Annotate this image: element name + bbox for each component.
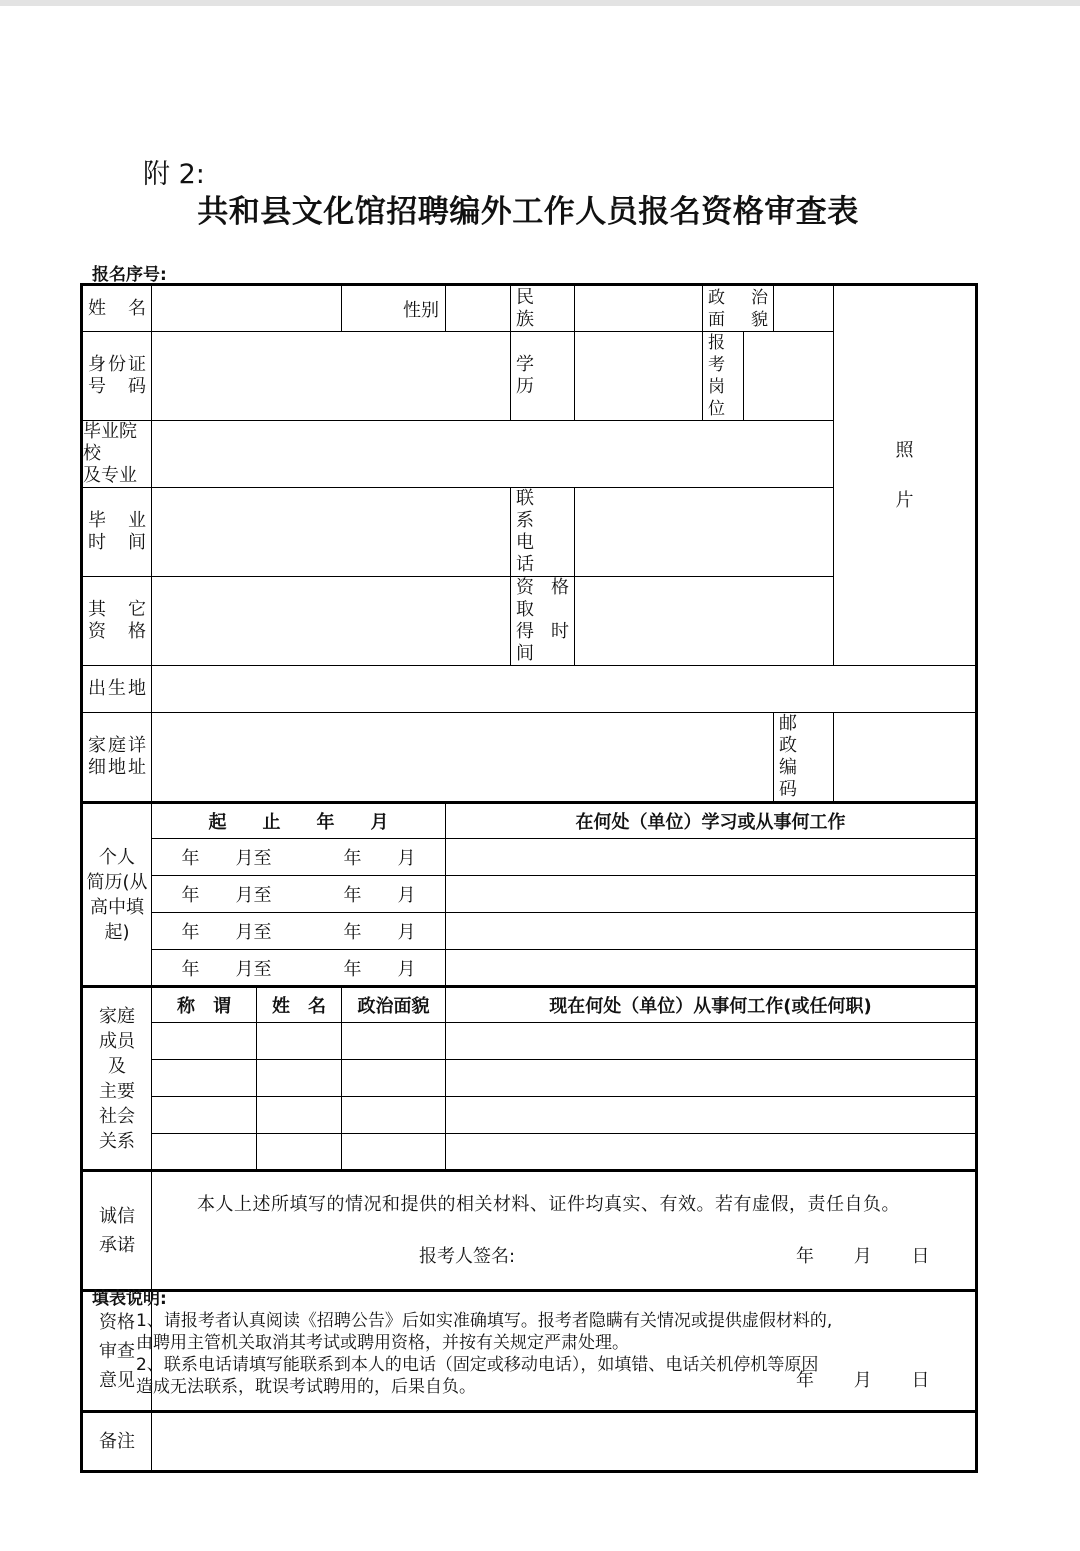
promise-label-line2: 承诺 — [99, 1234, 135, 1256]
school-label-line2: 及专业 — [83, 465, 137, 486]
name-label: 姓 名 — [82, 285, 152, 332]
photo-label-line1: 照 — [895, 439, 914, 461]
position-input[interactable] — [744, 332, 834, 421]
family-label-line4: 主要 — [99, 1080, 135, 1102]
education-input[interactable] — [575, 332, 703, 421]
id-label-line2: 号 码 — [88, 376, 146, 397]
address-label-line2: 细地址 — [88, 757, 146, 778]
annex-label: 附 2: — [143, 159, 205, 190]
address-label-line1: 家庭详 — [88, 735, 146, 756]
promise-label-line1: 诚信 — [99, 1205, 135, 1227]
postcode-label-line2: 编 码 — [779, 757, 815, 800]
id-label-line1: 身份证 — [88, 354, 146, 375]
id-label — [82, 332, 152, 421]
resume-period-3[interactable]: 年 月至 年 月 — [152, 913, 446, 950]
education-label: 学 历 — [511, 332, 575, 421]
grad-label-line2: 时 间 — [88, 532, 146, 553]
resume-work-3[interactable] — [446, 913, 977, 950]
family-name-1[interactable] — [257, 1023, 342, 1060]
qual-time-label — [511, 577, 575, 666]
resume-label-line3: 高中填 — [90, 896, 144, 918]
review-label-line1: 资格 — [99, 1311, 135, 1333]
instructions — [92, 1288, 952, 1398]
resume-period-header: 起 止 年 月 — [152, 803, 446, 839]
resume-work-2[interactable] — [446, 876, 977, 913]
family-relation-3[interactable] — [152, 1097, 257, 1134]
instruction-2-line1: 2、联系电话请填写能联系到本人的电话（固定或移动电话），如填错、电话关机停机等原因 — [136, 1355, 819, 1375]
family-political-2[interactable] — [342, 1060, 446, 1097]
resume-work-1[interactable] — [446, 839, 977, 876]
family-relation-2[interactable] — [152, 1060, 257, 1097]
family-label-line5: 社会 — [99, 1105, 135, 1127]
photo-label-line2: 片 — [895, 489, 914, 511]
family-label-line1: 家庭 — [99, 1005, 135, 1027]
resume-period-4[interactable]: 年 月至 年 月 — [152, 950, 446, 987]
name-input[interactable] — [152, 285, 342, 332]
qualtime-label-line1: 资格取 — [516, 577, 569, 620]
top-bar — [0, 0, 1080, 6]
gender-label-cell — [342, 285, 446, 332]
review-date: 年 月 日 — [796, 1370, 930, 1391]
instruction-1-line2: 由聘用主管机关取消其考试或聘用资格，并按有关规定严肃处理。 — [136, 1333, 629, 1353]
other-label-line1: 其 它 — [88, 599, 146, 620]
instruction-1-line1: 1、请报考者认真阅读《招聘公告》后如实准确填写。报考者隐瞒有关情况或提供虚假材料的, — [136, 1311, 833, 1331]
promise-date: 年 月 日 — [796, 1246, 930, 1267]
phone-label-line1: 联 系 — [516, 488, 552, 531]
position-label-line2: 岗位 — [708, 377, 725, 419]
grad-time-label — [82, 488, 152, 577]
family-name-header: 姓 名 — [257, 987, 342, 1023]
id-input[interactable] — [152, 332, 511, 421]
other-qual-input[interactable] — [152, 577, 511, 666]
political-label — [703, 285, 774, 332]
school-input[interactable] — [152, 421, 834, 488]
family-work-4[interactable] — [446, 1134, 977, 1171]
family-political-3[interactable] — [342, 1097, 446, 1134]
postcode-label — [774, 713, 834, 803]
signature-label: 报考人签名: — [419, 1246, 516, 1267]
instructions-heading: 填表说明: — [92, 1289, 167, 1309]
resume-label — [82, 803, 152, 987]
remark-input[interactable] — [152, 1412, 977, 1472]
family-label — [82, 987, 152, 1171]
address-input[interactable] — [152, 713, 774, 803]
family-political-4[interactable] — [342, 1134, 446, 1171]
resume-label-line1: 个人 — [99, 846, 135, 868]
political-input[interactable] — [774, 285, 834, 332]
qual-time-input[interactable] — [575, 577, 834, 666]
family-work-1[interactable] — [446, 1023, 977, 1060]
qualtime-label-line2: 得时间 — [516, 621, 569, 664]
family-work-header: 现在何处（单位）从事何工作(或任何职) — [446, 987, 977, 1023]
phone-input[interactable] — [575, 488, 834, 577]
other-qual-label — [82, 577, 152, 666]
family-label-line2: 成员 — [99, 1030, 135, 1052]
address-label — [82, 713, 152, 803]
phone-label — [511, 488, 575, 577]
position-label — [703, 332, 744, 421]
ethnicity-input[interactable] — [575, 285, 703, 332]
promise-text: 本人上述所填写的情况和提供的相关材料、证件均真实、有效。若有虚假，责任自负。 — [197, 1194, 900, 1215]
family-label-line6: 关系 — [99, 1130, 135, 1152]
serial-number-label: 报名序号: — [92, 265, 167, 285]
position-label-line1: 报考 — [708, 333, 725, 375]
birthplace-input[interactable] — [152, 666, 977, 713]
grad-label-line1: 毕 业 — [88, 510, 146, 531]
family-relation-4[interactable] — [152, 1134, 257, 1171]
postcode-label-line1: 邮 政 — [779, 713, 815, 756]
resume-work-header: 在何处（单位）学习或从事何工作 — [446, 803, 977, 839]
promise-cell — [152, 1171, 977, 1291]
political-label-line1: 政治 — [708, 287, 768, 308]
school-label-line1: 毕业院校 — [83, 421, 137, 464]
review-label-line3: 意见 — [99, 1369, 135, 1391]
family-work-2[interactable] — [446, 1060, 977, 1097]
family-work-3[interactable] — [446, 1097, 977, 1134]
family-name-2[interactable] — [257, 1060, 342, 1097]
postcode-input[interactable] — [834, 713, 977, 803]
resume-work-4[interactable] — [446, 950, 977, 987]
resume-period-2[interactable]: 年 月至 年 月 — [152, 876, 446, 913]
family-relation-header: 称 谓 — [152, 987, 257, 1023]
resume-period-1[interactable]: 年 月至 年 月 — [152, 839, 446, 876]
political-label-line2: 面貌 — [708, 309, 768, 330]
family-political-1[interactable] — [342, 1023, 446, 1060]
form-title: 共和县文化馆招聘编外工作人员报名资格审查表 — [197, 194, 859, 230]
birthplace-label: 出生地 — [82, 666, 152, 713]
remark-label: 备注 — [82, 1412, 152, 1472]
family-political-header: 政治面貌 — [342, 987, 446, 1023]
review-label-line2: 审查 — [99, 1340, 135, 1362]
school-label — [82, 421, 152, 488]
family-name-4[interactable] — [257, 1134, 342, 1171]
resume-label-line4: 起) — [104, 921, 130, 943]
other-label-line2: 资 格 — [88, 621, 146, 642]
resume-label-line2: 简历(从 — [86, 871, 148, 893]
promise-label — [82, 1171, 152, 1291]
photo-box[interactable] — [834, 285, 977, 666]
gender-input[interactable] — [446, 285, 511, 332]
family-label-line3: 及 — [108, 1055, 126, 1077]
family-relation-1[interactable] — [152, 1023, 257, 1060]
grad-time-input[interactable] — [152, 488, 511, 577]
ethnicity-label: 民 族 — [511, 285, 575, 332]
family-name-3[interactable] — [257, 1097, 342, 1134]
gender-label: 性别 — [403, 299, 439, 321]
instruction-2-line2: 造成无法联系，耽误考试聘用的，后果自负。 — [136, 1377, 476, 1397]
phone-label-line2: 电 话 — [516, 532, 552, 575]
